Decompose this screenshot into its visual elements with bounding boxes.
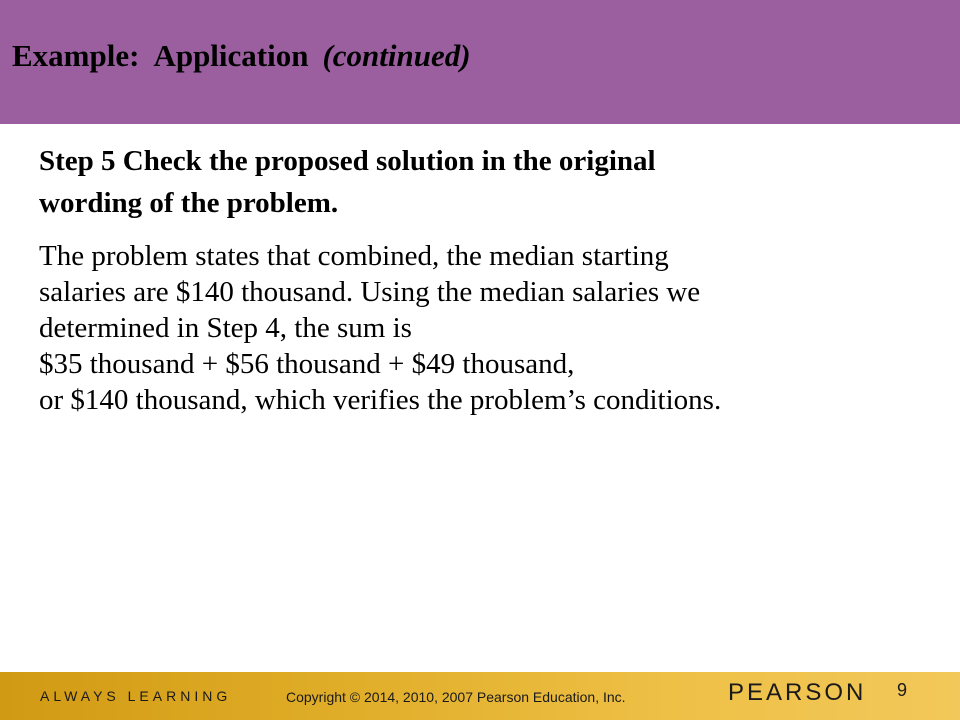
slide-title [12, 38, 471, 74]
body-paragraph [39, 238, 939, 418]
footer-tagline: ALWAYS LEARNING [40, 688, 232, 704]
step-heading-line: Step 5 Check the proposed solution in the original [39, 145, 656, 177]
copyright-notice: Copyright © 2014, 2010, 2007 Pearson Education, Inc. [286, 689, 626, 705]
body-line: $35 thousand + $56 thousand + $49 thousand, [39, 348, 575, 380]
title-application: Application [153, 38, 309, 73]
step-heading-line: wording of the problem. [39, 187, 339, 219]
body-line: or $140 thousand, which verifies the problem’s conditions. [39, 384, 722, 416]
title-continued: (continued) [322, 38, 471, 73]
step-heading [39, 140, 939, 224]
slide-content [39, 140, 939, 418]
body-line: determined in Step 4, the sum is [39, 312, 412, 344]
body-line: The problem states that combined, the median starting [39, 240, 669, 272]
page-number: 9 [897, 680, 908, 700]
title-bar [0, 0, 960, 124]
body-line: salaries are $140 thousand. Using the median salaries we [39, 276, 701, 308]
pearson-logo: PEARSON [728, 679, 867, 706]
title-example: Example: [12, 38, 140, 73]
